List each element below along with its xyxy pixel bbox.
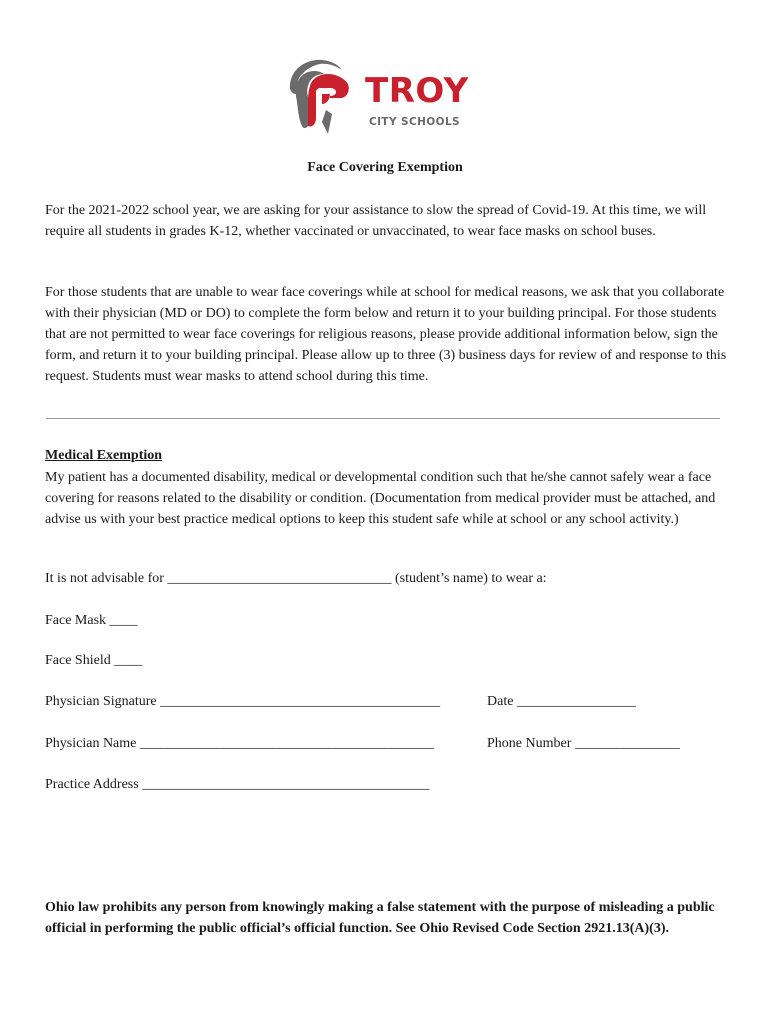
physician-name-field[interactable]: Physician Name __________________________________________ xyxy=(45,736,434,751)
medical-statement: My patient has a documented disability, medical or developmental condition such that he/she cannot safely wear a face covering for reasons related to the disability or condition. (Documentation from medical provider must be attached, and advise us with your best practice medical options to keep this student safe while at school or any school activity.) xyxy=(45,470,716,527)
legal-warning: Ohio law prohibits any person from knowingly making a false statement with the purpose of misleading a public official in performing the public official’s official function. See Ohio Revised Code Section 2921.13(A)(3). xyxy=(45,900,715,936)
date-field[interactable]: Date _________________ xyxy=(487,694,636,709)
intro-paragraph-2: For those students that are unable to wear face coverings while at school for medical reasons, we ask that you collaborate with their physician (MD or DO) to complete the form below and return it to your building principal. For those students that are not permitted to wear face coverings for religious reasons, please provide additional information below, sign the form, and return it to your building principal. Please allow up to three (3) business days for review of and response to this request. Students must wear masks to attend school during this time. xyxy=(45,285,727,384)
not-advisable-field[interactable]: It is not advisable for ________________________________ (student’s name) to wear a: xyxy=(45,571,547,586)
medical-exemption-heading: Medical Exemption xyxy=(45,448,163,463)
intro-paragraph-1: For the 2021-2022 school year, we are asking for your assistance to slow the spread of Covid-19. At this time, we will require all students in grades K-12, whether vaccinated or unvaccinated, to wear face masks on school buses. xyxy=(45,203,707,239)
face-mask-field[interactable]: Face Mask ____ xyxy=(45,613,138,628)
section-divider xyxy=(46,418,720,419)
page-title: Face Covering Exemption xyxy=(307,160,463,175)
physician-signature-field[interactable]: Physician Signature ________________________________________ xyxy=(45,694,441,709)
logo-wordmark: TROY xyxy=(365,71,469,111)
phone-number-field[interactable]: Phone Number _______________ xyxy=(487,736,680,751)
face-shield-field[interactable]: Face Shield ____ xyxy=(45,653,143,668)
logo-subtitle: CITY SCHOOLS xyxy=(369,116,460,128)
spartan-helmet-icon xyxy=(286,56,358,136)
practice-address-field[interactable]: Practice Address _________________________________________ xyxy=(45,777,430,792)
troy-city-schools-logo xyxy=(286,56,486,136)
